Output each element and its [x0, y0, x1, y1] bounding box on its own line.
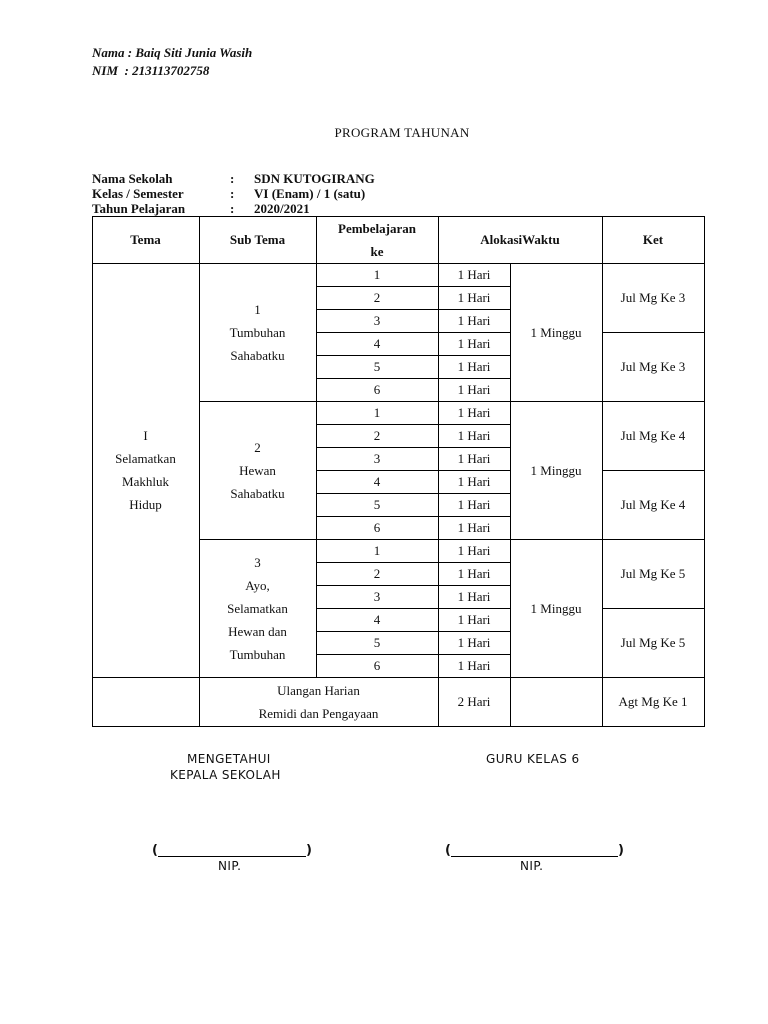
- table-rule: [316, 631, 511, 632]
- table-rule: [602, 608, 705, 609]
- table-rule: [316, 562, 511, 563]
- tema-empty-cell: [92, 677, 199, 726]
- table-rule: [316, 424, 511, 425]
- ulangan-hari-value: 2 Hari: [457, 694, 491, 709]
- subtema-line: 3: [254, 554, 261, 570]
- tema-line: I: [143, 428, 148, 443]
- pembelajaran-number: [316, 493, 438, 516]
- subtema-line: Tumbuhan: [229, 324, 286, 340]
- alokasi-hari-value: 1 Hari: [457, 497, 491, 512]
- ket-cell: [602, 401, 704, 470]
- signature-bracket-left-close: ): [306, 843, 312, 858]
- table-rule: [199, 401, 705, 402]
- alokasi-minggu-value: 1 Minggu: [530, 324, 582, 340]
- table-rule: [199, 539, 705, 540]
- pembelajaran-number-value: 4: [373, 474, 381, 489]
- ket-cell: [602, 470, 704, 539]
- subtema-line: Sahabatku: [230, 485, 285, 501]
- alokasi-hari-value: 1 Hari: [457, 589, 491, 604]
- header-ket: [602, 216, 704, 263]
- header-pembelajaran-line: Pembelajaran: [338, 220, 416, 236]
- info-label-school: Nama Sekolah: [92, 171, 173, 186]
- alokasi-hari: [438, 263, 510, 286]
- pembelajaran-number-value: 3: [373, 313, 381, 328]
- tema-cell: [92, 263, 199, 677]
- pembelajaran-number-value: 5: [373, 359, 381, 374]
- alokasi-hari-value: 1 Hari: [457, 290, 491, 305]
- alokasi-hari: [438, 562, 510, 585]
- student-nim-line: NIM : 213113702758: [92, 63, 210, 78]
- header-alokasi: [438, 216, 602, 263]
- table-rule: [92, 677, 200, 678]
- pembelajaran-number: [316, 355, 438, 378]
- info-colon: :: [230, 186, 235, 201]
- ket-value: Jul Mg Ke 5: [620, 566, 686, 581]
- alokasi-hari: [438, 447, 510, 470]
- tema-line: Hidup: [129, 497, 162, 512]
- tema-line: Selamatkan: [115, 451, 176, 466]
- pembelajaran-number: [316, 378, 438, 401]
- pembelajaran-number: [316, 470, 438, 493]
- table-rule: [316, 286, 511, 287]
- table-rule: [438, 216, 439, 727]
- pembelajaran-number-value: 1: [373, 543, 381, 558]
- subtema-line: 2: [254, 439, 261, 455]
- pembelajaran-number: [316, 516, 438, 539]
- ket-cell: [602, 263, 704, 332]
- alokasi-hari-value: 1 Hari: [457, 474, 491, 489]
- alokasi-hari: [438, 378, 510, 401]
- ulangan-ket-value: Agt Mg Ke 1: [618, 694, 688, 709]
- table-rule: [92, 216, 93, 727]
- info-label-year: Tahun Pelajaran: [92, 201, 186, 216]
- ulangan-empty-cell: [510, 677, 602, 726]
- alokasi-hari-value: 1 Hari: [457, 566, 491, 581]
- ket-cell: [602, 539, 704, 608]
- ket-value: Jul Mg Ke 3: [620, 290, 686, 305]
- pembelajaran-number: [316, 631, 438, 654]
- header-ket-label: Ket: [642, 232, 664, 247]
- subtema-line: Selamatkan: [227, 600, 288, 616]
- header-tema: [92, 216, 199, 263]
- table-rule: [602, 216, 603, 727]
- alokasi-hari-value: 1 Hari: [457, 451, 491, 466]
- alokasi-hari: [438, 355, 510, 378]
- signature-bracket-right-close: ): [618, 843, 624, 858]
- alokasi-minggu-value: 1 Minggu: [530, 462, 582, 478]
- info-label-class: Kelas / Semester: [92, 186, 184, 201]
- table-rule: [199, 216, 200, 727]
- signature-line-left: [158, 856, 306, 857]
- table-rule: [602, 470, 705, 471]
- ulangan-ket: [602, 677, 704, 726]
- table-rule: [92, 263, 705, 264]
- signature-bracket-left-open: (: [152, 843, 158, 858]
- info-value-school: SDN KUTOGIRANG: [254, 171, 375, 186]
- ulangan-hari: [438, 677, 510, 726]
- alokasi-minggu: [510, 401, 602, 539]
- table-rule: [316, 447, 511, 448]
- alokasi-hari-value: 1 Hari: [457, 520, 491, 535]
- alokasi-hari-value: 1 Hari: [457, 612, 491, 627]
- table-rule: [704, 216, 705, 727]
- pembelajaran-number: [316, 263, 438, 286]
- pembelajaran-number-value: 4: [373, 336, 381, 351]
- ket-cell: [602, 332, 704, 401]
- alokasi-hari: [438, 401, 510, 424]
- ket-value: Jul Mg Ke 3: [620, 359, 686, 374]
- alokasi-hari: [438, 608, 510, 631]
- subtema-line: Ayo,: [245, 577, 270, 593]
- alokasi-minggu-value: 1 Minggu: [530, 600, 582, 616]
- pembelajaran-number: [316, 401, 438, 424]
- ulangan-line: Ulangan Harian: [277, 682, 360, 698]
- alokasi-hari-value: 1 Hari: [457, 635, 491, 650]
- signature-line-right: [451, 856, 618, 857]
- sign-left-line1: MENGETAHUI: [187, 752, 271, 766]
- alokasi-hari-value: 1 Hari: [457, 336, 491, 351]
- pembelajaran-number-value: 3: [373, 451, 381, 466]
- nip-left: NIP.: [218, 859, 242, 873]
- alokasi-hari: [438, 516, 510, 539]
- table-rule: [92, 216, 705, 217]
- info-value-class: VI (Enam) / 1 (satu): [254, 186, 366, 201]
- table-rule: [602, 332, 705, 333]
- alokasi-minggu: [510, 539, 602, 677]
- subtema-line: 1: [254, 301, 261, 317]
- pembelajaran-number: [316, 562, 438, 585]
- pembelajaran-number-value: 4: [373, 612, 381, 627]
- alokasi-hari: [438, 309, 510, 332]
- alokasi-hari-value: 1 Hari: [457, 359, 491, 374]
- alokasi-hari-value: 1 Hari: [457, 428, 491, 443]
- nim-value: 213113702758: [132, 63, 210, 78]
- table-rule: [316, 309, 511, 310]
- pembelajaran-number: [316, 539, 438, 562]
- name-value: Baiq Siti Junia Wasih: [135, 45, 253, 60]
- alokasi-hari: [438, 631, 510, 654]
- info-colon: :: [230, 171, 235, 186]
- alokasi-hari: [438, 493, 510, 516]
- subtema-line: Sahabatku: [230, 347, 285, 363]
- header-pembelajaran-line: ke: [370, 243, 384, 259]
- info-value-year: 2020/2021: [254, 201, 310, 216]
- subtema-cell: [199, 539, 316, 677]
- pembelajaran-number-value: 3: [373, 589, 381, 604]
- table-rule: [92, 726, 705, 727]
- name-label: Nama: [92, 45, 125, 60]
- alokasi-hari: [438, 470, 510, 493]
- ket-value: Jul Mg Ke 4: [620, 497, 686, 512]
- ulangan-cell: [199, 677, 438, 726]
- table-rule: [316, 355, 511, 356]
- alokasi-hari: [438, 424, 510, 447]
- alokasi-hari-value: 1 Hari: [457, 382, 491, 397]
- header-sub-tema: [199, 216, 316, 263]
- table-rule: [316, 378, 511, 379]
- pembelajaran-number-value: 6: [373, 520, 381, 535]
- subtema-cell: [199, 263, 316, 401]
- pembelajaran-number-value: 5: [373, 635, 381, 650]
- pembelajaran-number: [316, 309, 438, 332]
- table-rule: [316, 493, 511, 494]
- sign-right-line1: GURU KELAS 6: [486, 752, 580, 766]
- pembelajaran-number-value: 2: [373, 566, 381, 581]
- header-pembelajaran: [316, 216, 438, 263]
- nim-label: NIM: [92, 63, 119, 78]
- table-rule: [316, 654, 511, 655]
- table-rule: [316, 516, 511, 517]
- subtema-line: Tumbuhan: [229, 646, 286, 662]
- signature-bracket-right-open: (: [445, 843, 451, 858]
- alokasi-hari: [438, 286, 510, 309]
- table-rule: [316, 470, 511, 471]
- ket-value: Jul Mg Ke 4: [620, 428, 686, 443]
- alokasi-hari: [438, 585, 510, 608]
- pembelajaran-number: [316, 424, 438, 447]
- header-sub-tema-label: Sub Tema: [229, 232, 286, 247]
- table-rule: [199, 677, 705, 678]
- subtema-line: Hewan: [239, 462, 276, 478]
- pembelajaran-number: [316, 286, 438, 309]
- alokasi-hari: [438, 332, 510, 355]
- subtema-line: Hewan dan: [228, 623, 287, 639]
- pembelajaran-number-value: 2: [373, 428, 381, 443]
- header-tema-label: Tema: [130, 232, 161, 247]
- program-table: [92, 216, 704, 726]
- pembelajaran-number-value: 2: [373, 290, 381, 305]
- alokasi-hari: [438, 539, 510, 562]
- ulangan-line: Remidi dan Pengayaan: [258, 705, 379, 721]
- pembelajaran-number: [316, 332, 438, 355]
- alokasi-hari-value: 1 Hari: [457, 313, 491, 328]
- alokasi-hari: [438, 654, 510, 677]
- pembelajaran-number-value: 5: [373, 497, 381, 512]
- nip-right: NIP.: [520, 859, 544, 873]
- pembelajaran-number: [316, 447, 438, 470]
- alokasi-hari-value: 1 Hari: [457, 658, 491, 673]
- pembelajaran-number: [316, 654, 438, 677]
- alokasi-hari-value: 1 Hari: [457, 405, 491, 420]
- subtema-cell: [199, 401, 316, 539]
- student-name-line: Nama : Baiq Siti Junia Wasih: [92, 45, 253, 60]
- page-title: PROGRAM TAHUNAN: [334, 125, 470, 140]
- pembelajaran-number-value: 6: [373, 658, 381, 673]
- pembelajaran-number-value: 1: [373, 267, 381, 282]
- sign-left-line2: KEPALA SEKOLAH: [170, 768, 281, 782]
- pembelajaran-number: [316, 608, 438, 631]
- pembelajaran-number-value: 1: [373, 405, 381, 420]
- table-rule: [316, 332, 511, 333]
- pembelajaran-number-value: 6: [373, 382, 381, 397]
- table-rule: [316, 608, 511, 609]
- alokasi-hari-value: 1 Hari: [457, 267, 491, 282]
- tema-line: Makhluk: [122, 474, 169, 489]
- info-colon: :: [230, 201, 235, 216]
- ket-value: Jul Mg Ke 5: [620, 635, 686, 650]
- pembelajaran-number: [316, 585, 438, 608]
- header-alokasi-label: AlokasiWaktu: [480, 232, 560, 247]
- alokasi-hari-value: 1 Hari: [457, 543, 491, 558]
- table-rule: [316, 585, 511, 586]
- alokasi-minggu: [510, 263, 602, 401]
- ket-cell: [602, 608, 704, 677]
